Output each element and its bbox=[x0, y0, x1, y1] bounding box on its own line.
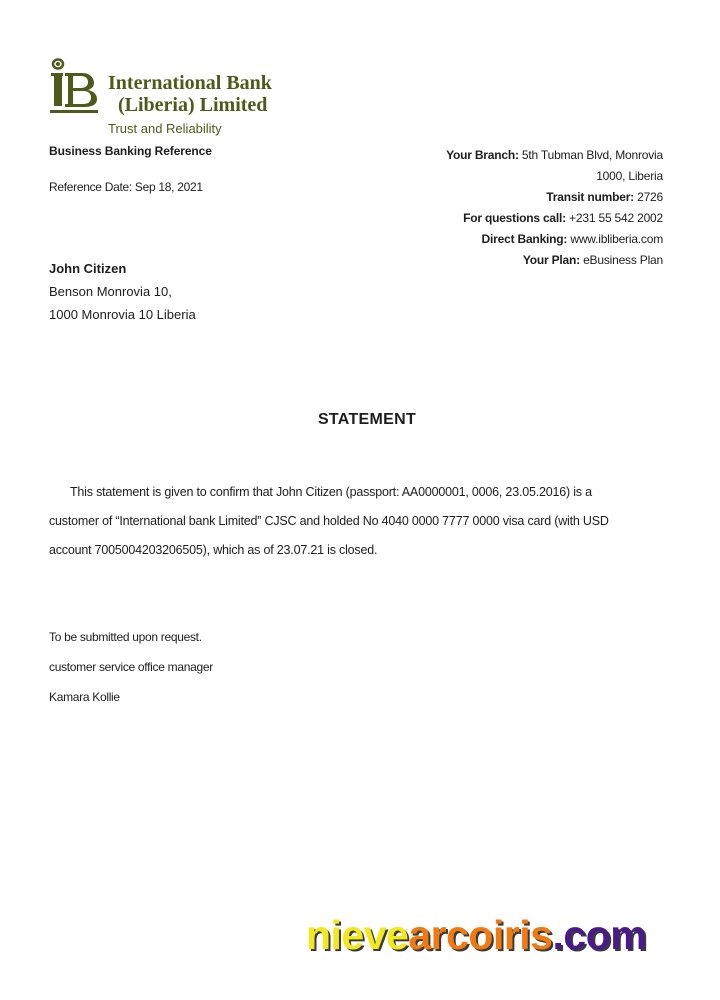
recipient-name: John Citizen bbox=[49, 261, 127, 276]
branch-value: 5th Tubman Blvd, Monrovia bbox=[518, 148, 663, 162]
address-line-2: 1000 Monrovia 10 Liberia bbox=[49, 307, 196, 322]
bank-name-line2: (Liberia) Limited bbox=[118, 94, 268, 116]
transit-label: Transit number: bbox=[546, 190, 634, 204]
phone-row bbox=[446, 208, 663, 229]
closing-note: To be submitted upon request. bbox=[49, 630, 202, 644]
bank-name bbox=[108, 72, 272, 116]
reference-title: Business Banking Reference bbox=[49, 144, 212, 158]
recipient-address bbox=[49, 257, 196, 326]
statement-body-line: account 7005004203206505), which as of 23.07.21 is closed. bbox=[49, 543, 378, 557]
branch-label: Your Branch: bbox=[446, 148, 519, 162]
address-line-1: Benson Monrovia 10, bbox=[49, 284, 172, 299]
phone-value: +231 55 542 2002 bbox=[565, 211, 663, 225]
ib-logo-icon bbox=[50, 58, 102, 118]
statement-body-line: customer of “International bank Limited” CJSC and holded No 4040 0000 7777 0000 visa card (with USD bbox=[49, 514, 609, 528]
watermark-part-2: arcoiris bbox=[408, 912, 553, 958]
bank-name-line1: International Bank bbox=[108, 72, 272, 94]
branch-row bbox=[446, 145, 663, 166]
plan-value: eBusiness Plan bbox=[579, 253, 663, 267]
plan-label: Your Plan: bbox=[522, 253, 580, 267]
signatory-name: Kamara Kollie bbox=[49, 690, 120, 704]
direct-banking-link[interactable]: www.ibliberia.com bbox=[567, 232, 663, 246]
transit-value: 2726 bbox=[633, 190, 663, 204]
direct-banking-row bbox=[446, 229, 663, 250]
watermark-part-1: nieve bbox=[306, 912, 409, 958]
watermark-part-3: .com bbox=[552, 912, 647, 958]
branch-row-2: 1000, Liberia bbox=[596, 169, 663, 183]
bank-tagline: Trust and Reliability bbox=[108, 121, 222, 136]
transit-row bbox=[446, 187, 663, 208]
plan-row bbox=[446, 250, 663, 271]
statement-body-line: This statement is given to confirm that John Citizen (passport: AA0000001, 0006, 23.05.2016) is a bbox=[70, 485, 592, 499]
direct-banking-label: Direct Banking: bbox=[481, 232, 568, 246]
statement-body bbox=[49, 478, 665, 565]
phone-label: For questions call: bbox=[463, 211, 566, 225]
closing-block bbox=[49, 622, 213, 712]
branch-info bbox=[446, 145, 663, 271]
reference-date: Reference Date: Sep 18, 2021 bbox=[49, 180, 203, 194]
bank-logo bbox=[50, 58, 310, 138]
signatory-position: customer service office manager bbox=[49, 660, 213, 674]
statement-title: STATEMENT bbox=[317, 411, 417, 428]
watermark bbox=[306, 912, 646, 959]
